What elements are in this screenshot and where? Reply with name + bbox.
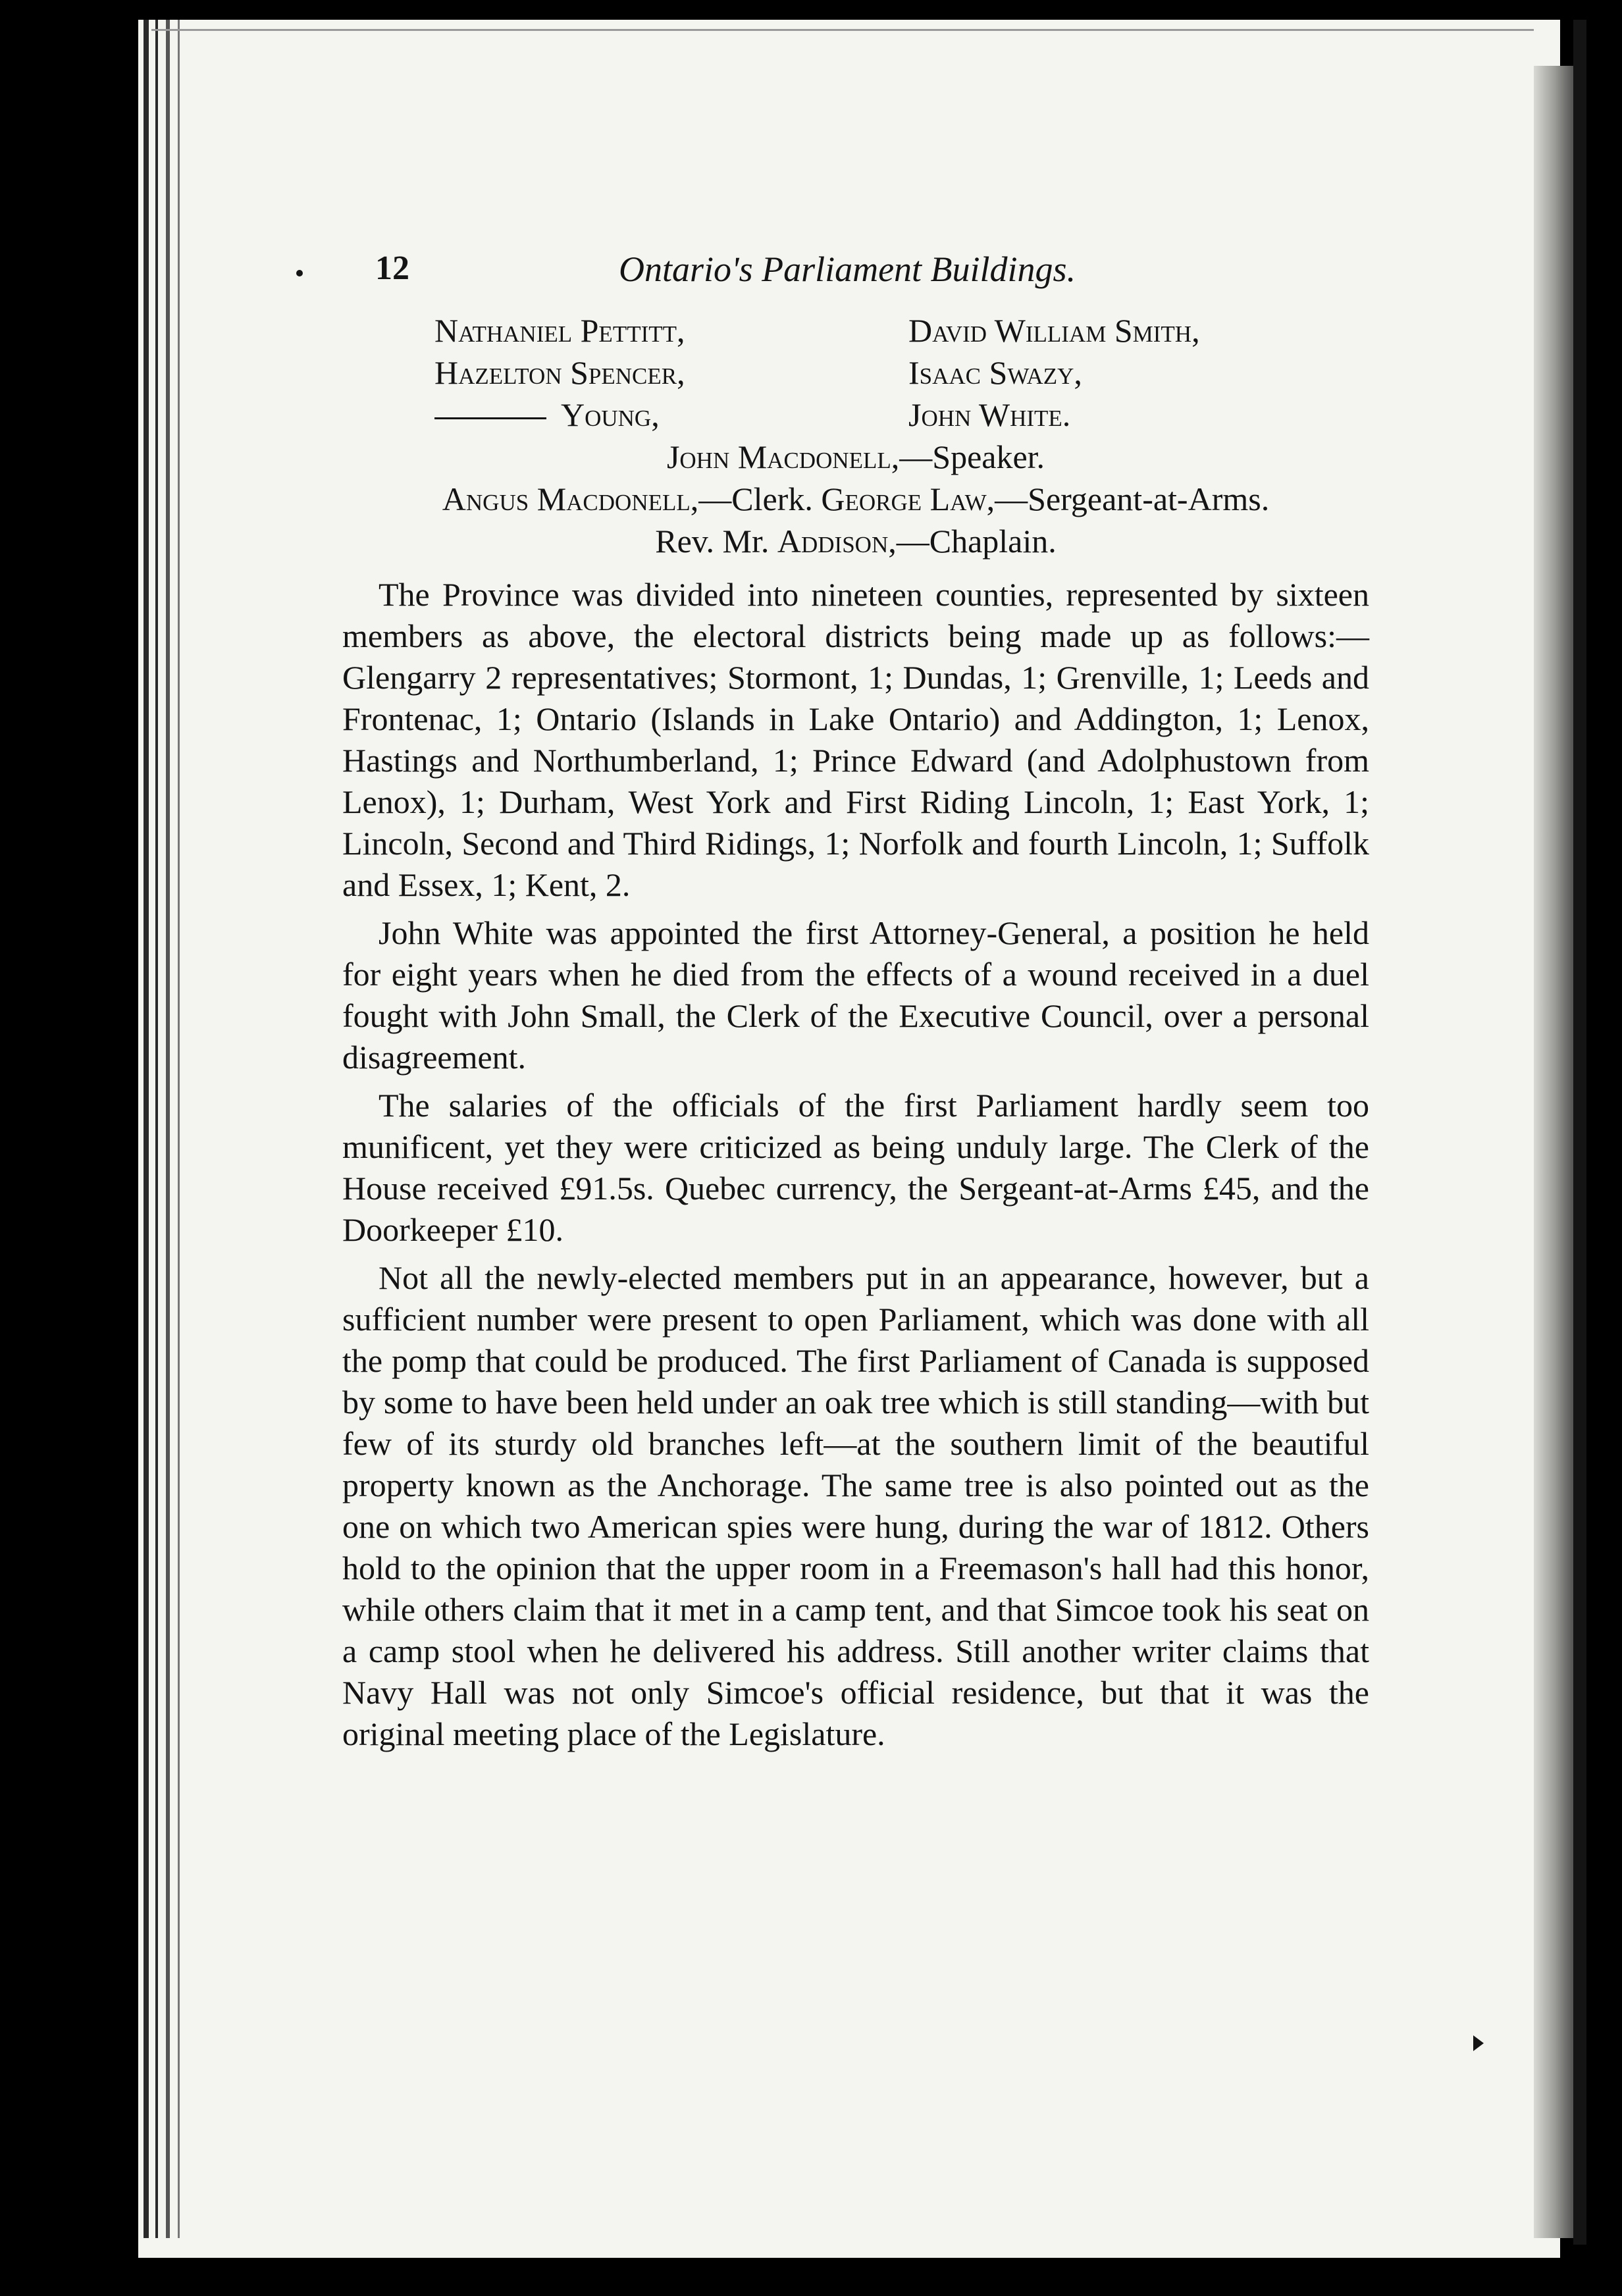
speaker-line: [342, 436, 1369, 478]
member-name: Hazelton Spencer,: [434, 354, 685, 391]
member-name: Nathaniel Pettitt,: [434, 312, 685, 349]
speaker-role: —Speaker.: [899, 438, 1045, 475]
clerk-role: —Clerk.: [698, 481, 813, 517]
chaplain-role: —Chaplain.: [896, 523, 1057, 560]
binding-edge: [155, 20, 158, 2238]
members-row: [342, 309, 1369, 352]
chaplain-line: [342, 520, 1369, 562]
binding-edge: [144, 20, 149, 2238]
page-number: 12: [375, 249, 409, 287]
member-name: Isaac Swazy,: [908, 354, 1082, 391]
page-content: [342, 244, 1369, 1761]
blank-dash: [434, 417, 546, 419]
running-title: Ontario's Parliament Buildings.: [619, 249, 1076, 289]
clerk-sergeant-line: [342, 478, 1369, 520]
stray-mark: [296, 270, 303, 276]
member-name: David William Smith,: [908, 312, 1200, 349]
sergeant-role: —Sergeant-at-Arms.: [995, 481, 1270, 517]
members-row: [342, 394, 1369, 436]
paragraph-salaries: The salaries of the officials of the first Parliament hardly seem too munificent, yet they were criticized as being unduly large. The Clerk of the House received £91.5s. Quebec currency, the Sergeant-at-Arms £45, and the Doorkeeper £10.: [342, 1087, 1369, 1248]
margin-arrow-mark: [1473, 2035, 1484, 2051]
paragraph-first-meeting: Not all the newly-elected members put in an appearance, however, but a sufficient number were present to open Parliament, which was done with all the pomp that could be produced. The first Parliament of Canada is supposed by some to have been held under an oak tree which is still standing—with but few of its sturdy old branches left—at the southern limit of the beautiful property known as the Anchorage. The same tree is also pointed out as the one on which two American spies were hung, during the war of 1812. Others hold to the opinion that the upper room in a Freemason's hall had this honor, while others claim that it met in a camp tent, and that Simcoe took his seat on a camp stool when he delivered his address. Still another writer claims that Navy Hall was not only Simcoe's official residence, but that it was the original meeting place of the Legislature.: [342, 1259, 1369, 1752]
paragraph-districts: The Province was divided into nineteen counties, represented by sixteen members as above, the electoral districts being made up as follows:—Glengarry 2 representatives; Stormont, 1; Dundas, 1; Grenville, 1; Leeds and Frontenac, 1; Ontario (Islands in Lake Ontario) and Addington, 1; Lenox, Hastings and Northumberland, 1; Prince Edward (and Adolphustown from Lenox), 1; Durham, West York and First Riding Lincoln, 1; East York, 1; Lincoln, Second and Third Ridings, 1; Norfolk and fourth Lincoln, 1; Suffolk and Essex, 1; Kent, 2.: [342, 576, 1369, 903]
chaplain-name: Addison,: [777, 523, 897, 560]
paragraph-attorney-general: John White was appointed the first Attorney-General, a position he held for eight years when he died from the effects of a wound received in a duel fought with John Small, the Clerk of the Executive Council, over a personal disagreement.: [342, 914, 1369, 1076]
member-name: Young,: [561, 396, 660, 433]
binding-edge: [166, 20, 170, 2238]
page-edge-shadow: [1573, 20, 1586, 2245]
chaplain-prefix: Rev. Mr.: [655, 523, 770, 560]
members-list: [342, 309, 1369, 436]
sergeant-name: George Law,: [821, 481, 995, 517]
member-name-with-blank: [434, 394, 660, 436]
clerk-name: Angus Macdonell,: [442, 481, 699, 517]
page-top-edge: [151, 29, 1534, 31]
members-row: [342, 352, 1369, 394]
member-name: John White.: [908, 396, 1071, 433]
page-header: [342, 244, 1369, 309]
officers-list: [342, 436, 1369, 562]
binding-edge: [178, 20, 180, 2238]
speaker-name: John Macdonell,: [666, 438, 900, 475]
